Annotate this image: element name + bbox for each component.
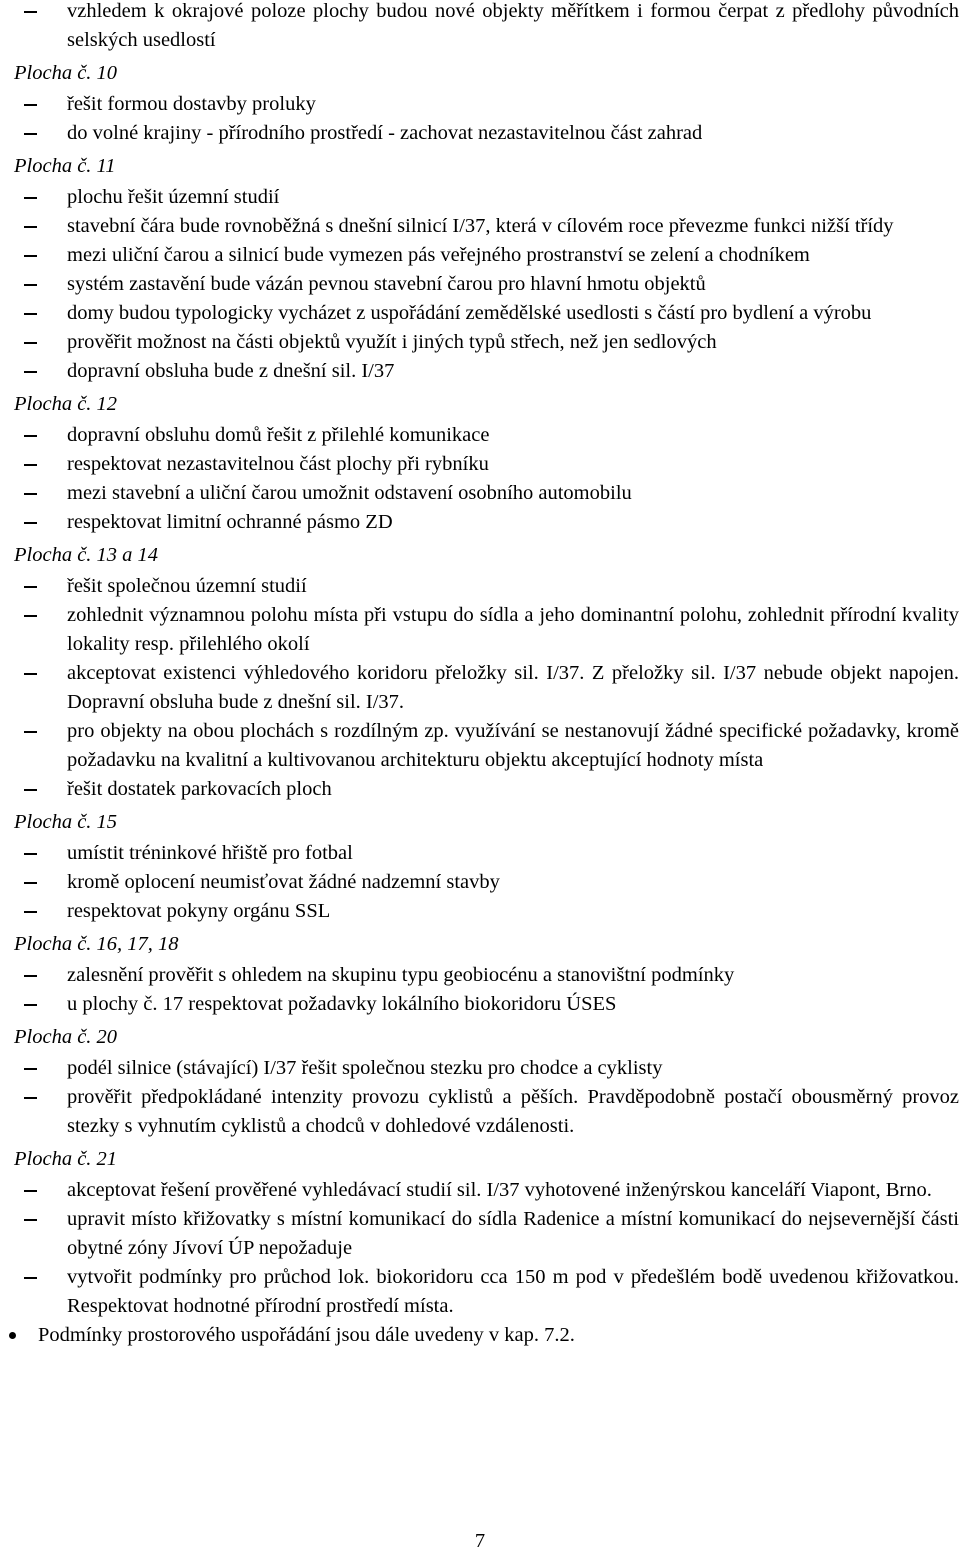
section-plocha-21 bbox=[14, 1145, 959, 1321]
list-item: vytvořit podmínky pro průchod lok. biokoridoru cca 150 m pod v předešlém bodě uvedenou křižovatkou. Respektovat hodnotné přírodní prostředí místa. bbox=[14, 1263, 959, 1321]
section-plocha-12 bbox=[14, 390, 959, 537]
intro-list bbox=[14, 0, 959, 55]
section-list bbox=[14, 572, 959, 804]
section-title: Plocha č. 15 bbox=[14, 811, 118, 833]
list-item: pro objekty na obou plochách s rozdílným zp. využívání se nestanovují žádné specifické požadavky, kromě požadavku na kvalitní a kultivovanou architekturu objektu akceptující hodnoty místa bbox=[14, 717, 959, 775]
section-plocha-15 bbox=[14, 808, 959, 926]
section-list bbox=[14, 421, 959, 537]
list-item: do volné krajiny - přírodního prostředí - zachovat nezastavitelnou část zahrad bbox=[14, 119, 959, 148]
list-item: domy budou typologicky vycházet z uspořádání zemědělské usedlosti s částí pro bydlení a výrobu bbox=[14, 299, 959, 328]
section-title: Plocha č. 12 bbox=[14, 393, 118, 415]
section-title: Plocha č. 21 bbox=[14, 1148, 118, 1170]
list-item: respektovat nezastavitelnou část plochy při rybníku bbox=[14, 450, 959, 479]
list-item: řešit společnou územní studií bbox=[14, 572, 959, 601]
list-item: kromě oplocení neumisťovat žádné nadzemní stavby bbox=[14, 868, 959, 897]
list-item: umístit tréninkové hřiště pro fotbal bbox=[14, 839, 959, 868]
list-item: respektovat pokyny orgánu SSL bbox=[14, 897, 959, 926]
list-item: stavební čára bude rovnoběžná s dnešní silnicí I/37, která v cílovém roce převezme funkci nižší třídy bbox=[14, 212, 959, 241]
list-item: vzhledem k okrajové poloze plochy budou nové objekty měřítkem i formou čerpat z předlohy původních selských usedlostí bbox=[14, 0, 959, 55]
section-title: Plocha č. 20 bbox=[14, 1026, 118, 1048]
list-item: dopravní obsluha bude z dnešní sil. I/37 bbox=[14, 357, 959, 386]
list-item: řešit dostatek parkovacích ploch bbox=[14, 775, 959, 804]
list-item: mezi stavební a uliční čarou umožnit odstavení osobního automobilu bbox=[14, 479, 959, 508]
section-list bbox=[14, 1176, 959, 1321]
section-list bbox=[14, 1054, 959, 1141]
list-item: upravit místo křižovatky s místní komunikací do sídla Radenice a místní komunikací do nejsevernější části obytné zóny Jívoví ÚP nepožaduje bbox=[14, 1205, 959, 1263]
section-plocha-20 bbox=[14, 1023, 959, 1141]
section-title: Plocha č. 11 bbox=[14, 155, 116, 177]
list-item: dopravní obsluhu domů řešit z přilehlé komunikace bbox=[14, 421, 959, 450]
closing-bullet-item: Podmínky prostorového uspořádání jsou dále uvedeny v kap. 7.2. bbox=[14, 1321, 959, 1350]
list-item: prověřit možnost na části objektů využít i jiných typů střech, než jen sedlových bbox=[14, 328, 959, 357]
list-item: zalesnění prověřit s ohledem na skupinu typu geobiocénu a stanovištní podmínky bbox=[14, 961, 959, 990]
section-title: Plocha č. 10 bbox=[14, 62, 118, 84]
list-item: akceptovat řešení prověřené vyhledávací studií sil. I/37 vyhotovené inženýrskou kanceláří Viapont, Brno. bbox=[14, 1176, 959, 1205]
list-item: prověřit předpokládané intenzity provozu cyklistů a pěších. Pravděpodobně postačí obousměrný provoz stezky s vyhnutím cyklistů a chodců v dohledové vzdálenosti. bbox=[14, 1083, 959, 1141]
section-plocha-16-17-18 bbox=[14, 930, 959, 1019]
list-item: respektovat limitní ochranné pásmo ZD bbox=[14, 508, 959, 537]
list-item: podél silnice (stávající) I/37 řešit společnou stezku pro chodce a cyklisty bbox=[14, 1054, 959, 1083]
section-list bbox=[14, 961, 959, 1019]
list-item: mezi uliční čarou a silnicí bude vymezen pás veřejného prostranství se zelení a chodníkem bbox=[14, 241, 959, 270]
section-plocha-10 bbox=[14, 59, 959, 148]
section-plocha-13-14 bbox=[14, 541, 959, 804]
list-item: akceptovat existenci výhledového koridoru přeložky sil. I/37. Z přeložky sil. I/37 nebude objekt napojen. Dopravní obsluha bude z dnešní sil. I/37. bbox=[14, 659, 959, 717]
section-list bbox=[14, 839, 959, 926]
list-item: zohlednit významnou polohu místa při vstupu do sídla a jeho dominantní polohu, zohlednit přírodní kvality lokality resp. přilehlého okolí bbox=[14, 601, 959, 659]
list-item: systém zastavění bude vázán pevnou stavební čarou pro hlavní hmotu objektů bbox=[14, 270, 959, 299]
section-title: Plocha č. 16, 17, 18 bbox=[14, 933, 179, 955]
section-list bbox=[14, 90, 959, 148]
section-list bbox=[14, 183, 959, 386]
list-item: plochu řešit územní studií bbox=[14, 183, 959, 212]
section-title: Plocha č. 13 a 14 bbox=[14, 544, 159, 566]
document-body bbox=[14, 0, 959, 1350]
page-number: 7 bbox=[474, 1530, 486, 1552]
section-plocha-11 bbox=[14, 152, 959, 386]
list-item: u plochy č. 17 respektovat požadavky lokálního biokoridoru ÚSES bbox=[14, 990, 959, 1019]
list-item: řešit formou dostavby proluky bbox=[14, 90, 959, 119]
